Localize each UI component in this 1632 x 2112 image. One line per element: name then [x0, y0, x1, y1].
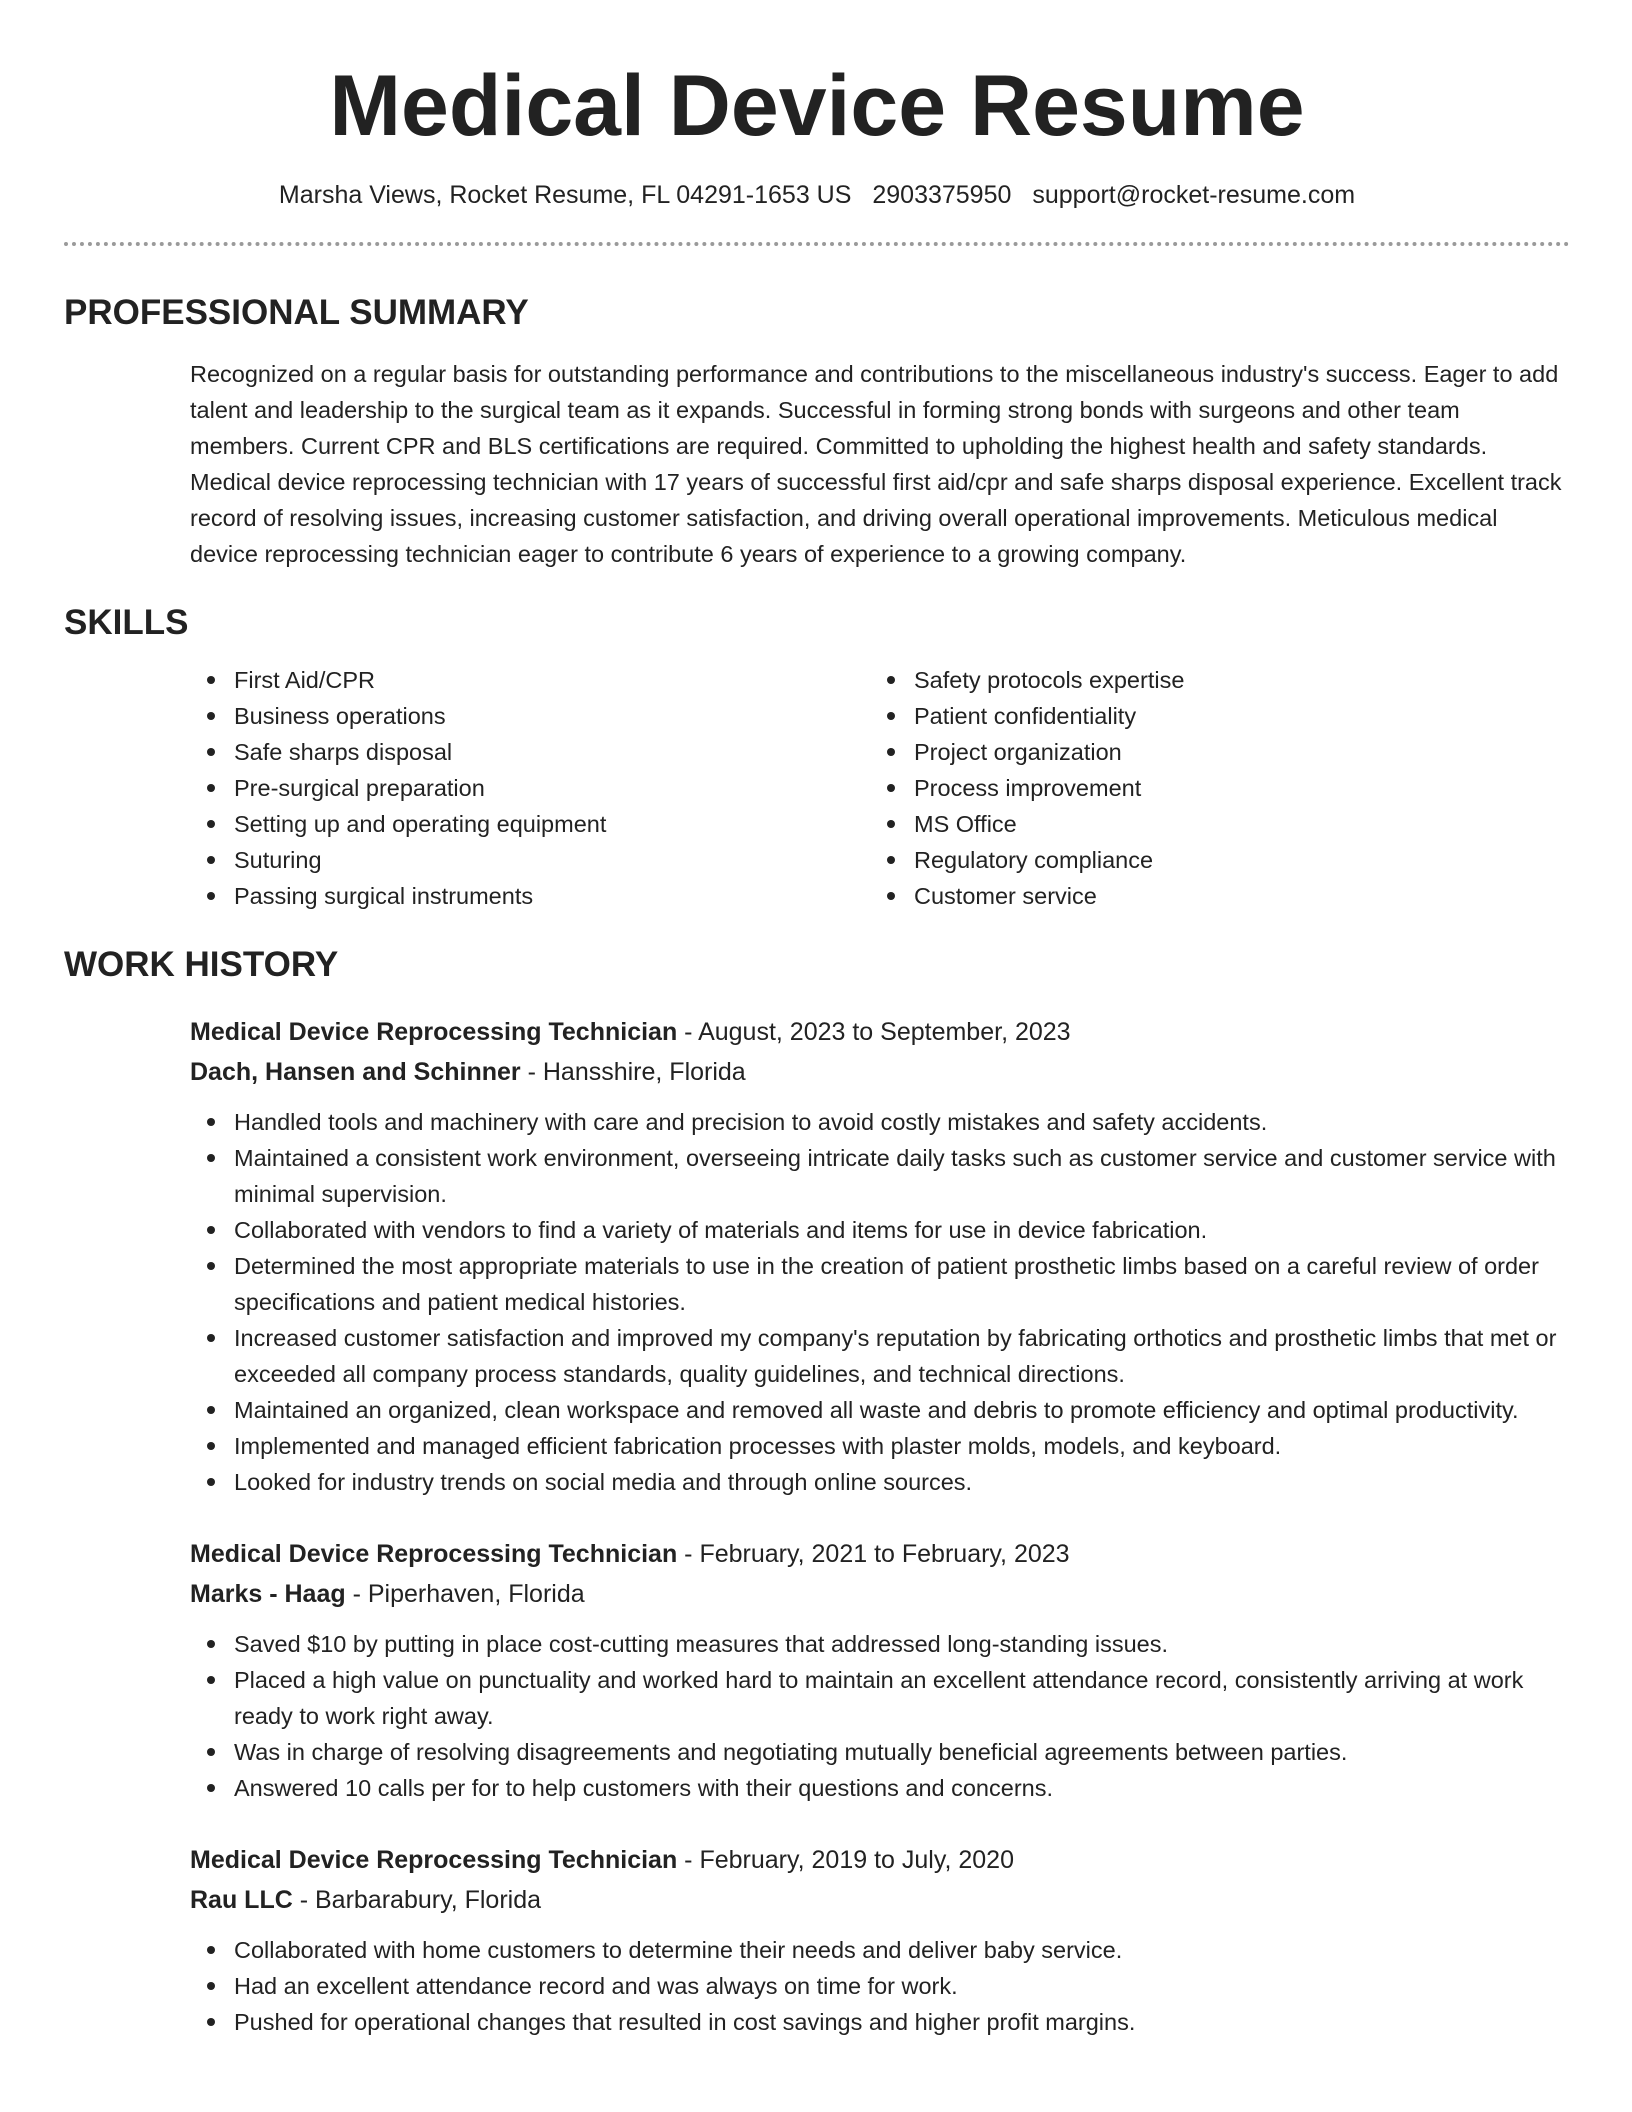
- job-company: Dach, Hansen and Schinner: [190, 1058, 521, 1086]
- job-dates: - February, 2019 to July, 2020: [677, 1846, 1014, 1874]
- job-company-line: [190, 1880, 1570, 1920]
- job-bullet: Pushed for operational changes that resulted in cost savings and higher profit margins.: [190, 2004, 1570, 2040]
- job-bullet: Handled tools and machinery with care and precision to avoid costly mistakes and safety accidents.: [190, 1104, 1570, 1140]
- job-bullet: Maintained a consistent work environment, overseeing intricate daily tasks such as customer service and customer service with minimal supervision.: [190, 1140, 1570, 1212]
- skills-column-right: [870, 662, 1550, 914]
- skill-item: Setting up and operating equipment: [190, 806, 870, 842]
- job-bullet: Answered 10 calls per for to help customers with their questions and concerns.: [190, 1770, 1570, 1806]
- job-bullet: Implemented and managed efficient fabrication processes with plaster molds, models, and keyboard.: [190, 1428, 1570, 1464]
- summary-text: Recognized on a regular basis for outstanding performance and contributions to the miscellaneous industry's success. Eager to add talent and leadership to the surgical team as it expands. Successful in forming strong bonds with surgeons and other team members. Current CPR and BLS certifications are required. Committed to upholding the highest health and safety standards. Medical device reprocessing technician with 17 years of successful first aid/cpr and safe sharps disposal experience. Excellent track record of resolving issues, increasing customer satisfaction, and driving overall operational improvements. Meticulous medical device reprocessing technician eager to contribute 6 years of experience to a growing company.: [190, 361, 1562, 567]
- job-bullet: Had an excellent attendance record and was always on time for work.: [190, 1968, 1570, 2004]
- skill-item: Pre-surgical preparation: [190, 770, 870, 806]
- job-title: Medical Device Reprocessing Technician: [190, 1846, 678, 1874]
- job-company-line: [190, 1574, 1570, 1614]
- job-title: Medical Device Reprocessing Technician: [190, 1540, 678, 1568]
- header-divider: [64, 242, 1570, 246]
- skill-item: Process improvement: [870, 770, 1550, 806]
- job-bullet: Was in charge of resolving disagreements and negotiating mutually beneficial agreements between parties.: [190, 1734, 1570, 1770]
- job-entry: [190, 1534, 1570, 1806]
- job-title-line: [190, 1840, 1570, 1880]
- job-bullets: [190, 1104, 1570, 1500]
- contact-address: Marsha Views, Rocket Resume, FL 04291-1653 US: [278, 181, 852, 209]
- skill-item: Business operations: [190, 698, 870, 734]
- job-title-line: [190, 1534, 1570, 1574]
- job-bullet: Placed a high value on punctuality and worked hard to maintain an excellent attendance record, consistently arriving at work ready to work right away.: [190, 1662, 1570, 1734]
- job-dates: - February, 2021 to February, 2023: [677, 1540, 1070, 1568]
- skill-item: Project organization: [870, 734, 1550, 770]
- contact-line: [64, 178, 1570, 212]
- skill-item: Safe sharps disposal: [190, 734, 870, 770]
- job-bullet: Collaborated with home customers to determine their needs and deliver baby service.: [190, 1932, 1570, 1968]
- skill-item: Patient confidentiality: [870, 698, 1550, 734]
- job-title-line: [190, 1012, 1570, 1052]
- job-location: - Piperhaven, Florida: [345, 1580, 585, 1608]
- skill-item: MS Office: [870, 806, 1550, 842]
- resume-page: [64, 0, 1570, 2040]
- skills-list: [190, 662, 1570, 914]
- contact-phone: 2903375950: [872, 181, 1012, 209]
- job-entry: [190, 1012, 1570, 1500]
- skill-item: First Aid/CPR: [190, 662, 870, 698]
- summary-heading: PROFESSIONAL SUMMARY: [64, 293, 529, 332]
- job-location: - Barbarabury, Florida: [292, 1886, 542, 1914]
- job-bullet: Looked for industry trends on social media and through online sources.: [190, 1464, 1570, 1500]
- skills-heading: SKILLS: [64, 603, 189, 642]
- job-bullet: Maintained an organized, clean workspace and removed all waste and debris to promote efficiency and optimal productivity.: [190, 1392, 1570, 1428]
- job-entry: [190, 1840, 1570, 2040]
- skills-column-left: [190, 662, 870, 914]
- job-bullet: Increased customer satisfaction and improved my company's reputation by fabricating orthotics and prosthetic limbs that met or exceeded all company process standards, quality guidelines, and technical directions.: [190, 1320, 1570, 1392]
- resume-title: Medical Device Resume: [329, 58, 1305, 154]
- job-bullet: Determined the most appropriate materials to use in the creation of patient prosthetic limbs based on a careful review of order specifications and patient medical histories.: [190, 1248, 1570, 1320]
- skill-item: Suturing: [190, 842, 870, 878]
- job-dates: - August, 2023 to September, 2023: [677, 1018, 1071, 1046]
- job-company: Rau LLC: [190, 1886, 293, 1914]
- skill-item: Regulatory compliance: [870, 842, 1550, 878]
- contact-email: support@rocket-resume.com: [1032, 181, 1356, 209]
- skill-item: Passing surgical instruments: [190, 878, 870, 914]
- work-history-heading: WORK HISTORY: [64, 945, 339, 984]
- job-bullet: Collaborated with vendors to find a variety of materials and items for use in device fabrication.: [190, 1212, 1570, 1248]
- skill-item: Customer service: [870, 878, 1550, 914]
- job-location: - Hansshire, Florida: [520, 1058, 746, 1086]
- skill-item: Safety protocols expertise: [870, 662, 1550, 698]
- job-bullets: [190, 1626, 1570, 1806]
- job-title: Medical Device Reprocessing Technician: [190, 1018, 678, 1046]
- job-company: Marks - Haag: [190, 1580, 346, 1608]
- job-bullets: [190, 1932, 1570, 2040]
- job-bullet: Saved $10 by putting in place cost-cutting measures that addressed long-standing issues.: [190, 1626, 1570, 1662]
- job-company-line: [190, 1052, 1570, 1092]
